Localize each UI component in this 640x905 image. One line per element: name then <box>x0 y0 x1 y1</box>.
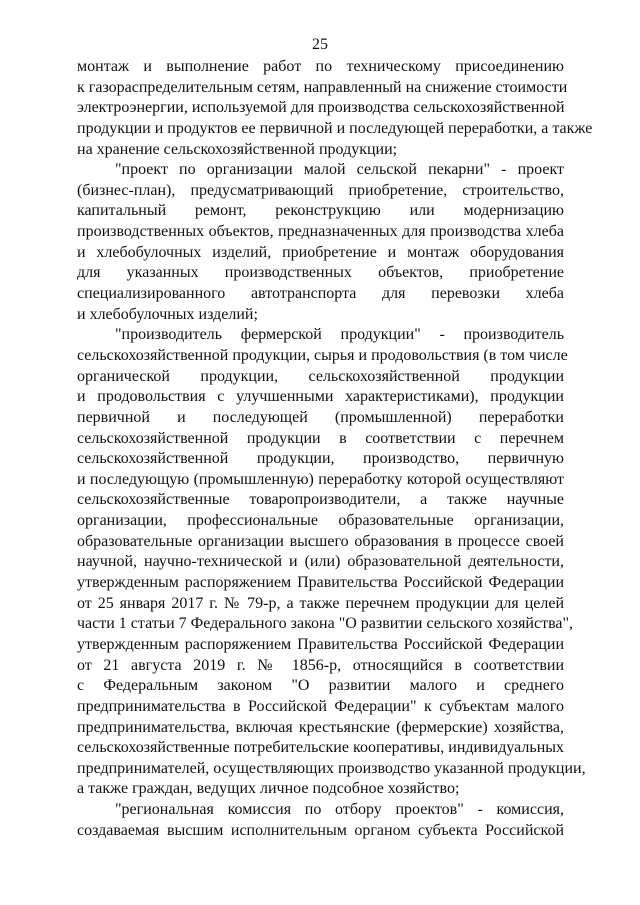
text-line: специализированного автотранспорта для перевозки хлеба <box>77 285 564 303</box>
text-line: и продовольствия с улучшенными характеристиками), продукции <box>77 388 564 406</box>
text-line: сельскохозяйственной продукции, производство, первичную <box>77 450 564 468</box>
text-line: и хлебобулочных изделий; <box>77 305 258 323</box>
page-number: 25 <box>312 36 328 53</box>
text-line: с Федеральным законом "О развитии малого и среднего <box>77 677 564 695</box>
paragraph <box>77 800 564 841</box>
text-line: электроэнергии, используемой для производства сельскохозяйственной <box>77 99 565 117</box>
text-line: и хлебобулочных изделий, приобретение и монтаж оборудования <box>77 243 564 261</box>
text-line: от 25 января 2017 г. № 79-р, а также перечнем продукции для целей <box>77 594 564 612</box>
text-line: к газораспределительным сетям, направленный на снижение стоимости <box>77 78 568 96</box>
text-line: монтаж и выполнение работ по техническому присоединению <box>77 58 564 75</box>
text-line: сельскохозяйственной продукции, сырья и продовольствия (в том числе <box>77 346 568 364</box>
text-line: сельскохозяйственные товаропроизводители, а также научные <box>77 491 564 509</box>
text-line: капитальный ремонт, реконструкцию или модернизацию <box>77 202 564 220</box>
text-line: утвержденным распоряжением Правительства Российской Федерации <box>77 574 564 592</box>
text-line: производственных объектов, предназначенных для производства хлеба <box>77 223 564 241</box>
text-line: части 1 статьи 7 Федерального закона "О развитии сельского хозяйства", <box>77 615 574 633</box>
text-line: от 21 августа 2019 г. № 1856-р, относящийся в соответствии <box>77 656 564 674</box>
paragraph <box>77 57 593 160</box>
text-line: предпринимательства, включая крестьянские (фермерские) хозяйства, <box>77 718 564 736</box>
text-line: сельскохозяйственной продукции в соответствии с перечнем <box>77 429 564 447</box>
paragraph <box>77 160 564 325</box>
text-line: утвержденным распоряжением Правительства Российской Федерации <box>77 635 564 653</box>
text-line: продукции и продуктов ее первичной и последующей переработки, а также <box>77 119 593 137</box>
text-line: предпринимателей, осуществляющих производство указанной продукции, <box>77 759 586 777</box>
paragraph <box>77 325 586 800</box>
text-line: а также граждан, ведущих личное подсобное хозяйство; <box>77 780 460 798</box>
text-line: и последующую (промышленную) переработку которой осуществляют <box>77 470 564 488</box>
text-line: научной, научно-технической и (или) образовательной деятельности, <box>77 553 564 571</box>
text-line: первичной и последующей (промышленной) переработки <box>77 408 564 426</box>
text-line: для указанных производственных объектов, приобретение <box>77 264 564 282</box>
text-line: организации, профессиональные образовательные организации, <box>77 512 564 530</box>
text-line: (бизнес-план), предусматривающий приобретение, строительство, <box>77 181 564 199</box>
text-line: образовательные организации высшего образования в процессе своей <box>77 532 564 550</box>
text-line: "проект по организации малой сельской пекарни" - проект <box>115 161 564 179</box>
document-body <box>77 57 593 841</box>
text-line: "региональная комиссия по отбору проектов" - комиссия, <box>115 801 564 819</box>
text-line: создаваемая высшим исполнительным органом субъекта Российской <box>77 821 564 839</box>
text-line: на хранение сельскохозяйственной продукции; <box>77 140 398 158</box>
text-line: предпринимательства в Российской Федерации" к субъектам малого <box>77 697 564 715</box>
text-line: "производитель фермерской продукции" - производитель <box>115 326 564 344</box>
text-line: сельскохозяйственные потребительские кооперативы, индивидуальных <box>77 739 564 757</box>
text-line: органической продукции, сельскохозяйственной продукции <box>77 367 564 385</box>
